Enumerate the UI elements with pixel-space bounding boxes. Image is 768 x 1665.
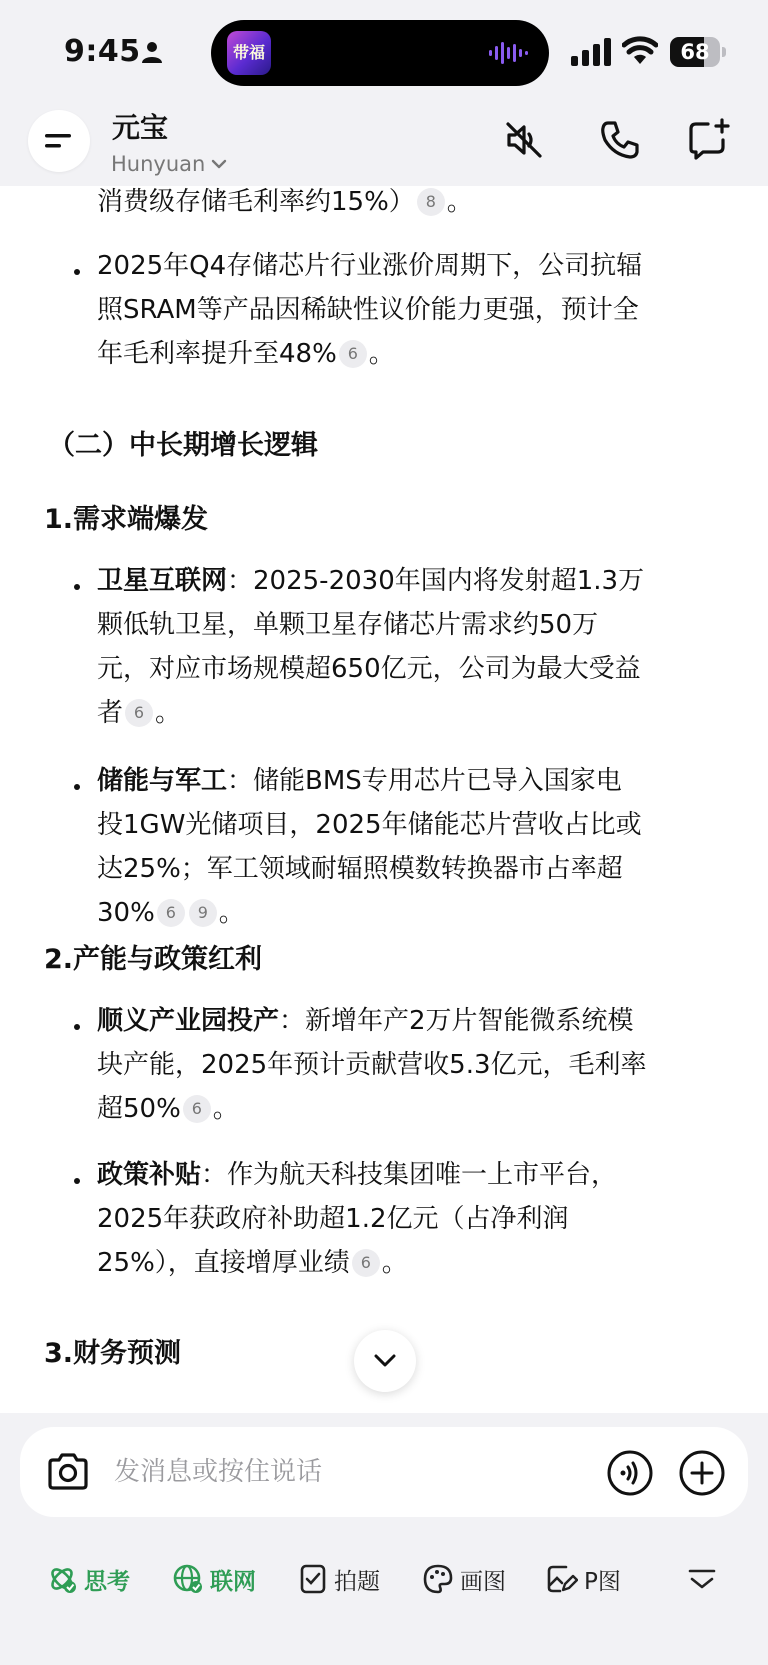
battery-level: 68: [680, 40, 710, 64]
list-item: 储能与军工：储能BMS专用芯片已导入国家电 投1GW光储项目，2025年储能芯片营收占比或 达25%；军工领域耐辐照模数转换器市占率超 30% 6 9 。: [97, 766, 642, 928]
section-heading: （二）中长期增长逻辑: [48, 430, 318, 461]
photo-edit-button[interactable]: [546, 1549, 621, 1609]
app-header: [0, 106, 768, 186]
message-composer: [20, 1427, 748, 1517]
menu-button[interactable]: [28, 110, 90, 172]
subsection-heading: 1.需求端爆发: [44, 504, 209, 535]
photo-label: 拍题: [334, 1568, 380, 1595]
cellular-signal-icon: [571, 38, 611, 66]
menu-icon: [43, 128, 75, 154]
bullet-dot: [74, 269, 80, 275]
chevron-down-icon: [211, 158, 227, 170]
bullet-dot: [74, 1178, 80, 1184]
globe-icon: [172, 1563, 204, 1595]
list-item: 卫星互联网：2025-2030年国内将发射超1.3万 颗低轨卫星，单颗卫星存储芯片需求约50万 元，对应市场规模超650亿元，公司为最大受益 者 6 。: [97, 566, 645, 728]
camera-icon[interactable]: [44, 1449, 92, 1495]
subsection-heading: 2.产能与政策红利: [44, 944, 263, 975]
dynamic-island[interactable]: [211, 20, 549, 86]
phone-call-icon[interactable]: [596, 116, 644, 164]
list-item: 政策补贴：作为航天科技集团唯一上市平台， 2025年获政府补助超1.2亿元（占净利润 25%），直接增厚业绩 6 。: [97, 1160, 618, 1278]
scroll-to-bottom-button[interactable]: [354, 1330, 416, 1392]
island-app-label: 带福: [233, 43, 266, 62]
citation-badge[interactable]: 9: [189, 899, 217, 927]
citation-badge[interactable]: 6: [183, 1095, 211, 1123]
audio-wave-icon: [489, 42, 531, 64]
bullet-dot: [74, 784, 80, 790]
think-label: 思考: [84, 1568, 130, 1595]
speaker-muted-icon[interactable]: [500, 116, 548, 164]
voice-input-icon[interactable]: [606, 1449, 654, 1497]
new-chat-icon[interactable]: [684, 116, 732, 164]
draw-label: 画图: [460, 1568, 506, 1595]
page-title: 元宝: [112, 111, 169, 144]
plus-icon[interactable]: [678, 1449, 726, 1497]
feature-toolbar: [0, 1549, 768, 1609]
citation-badge[interactable]: 6: [352, 1249, 380, 1277]
person-icon: [140, 40, 164, 64]
citation-badge[interactable]: 6: [339, 340, 367, 368]
answer-fragment: 消费级存储毛利率约15%） 8 。: [97, 187, 473, 217]
pimg-label: P图: [584, 1568, 621, 1595]
image-edit-icon: [546, 1563, 578, 1595]
composer-area: [0, 1413, 768, 1665]
document-check-icon: [298, 1563, 328, 1595]
model-selector[interactable]: [111, 152, 227, 176]
bullet-dot: [74, 1024, 80, 1030]
think-toggle[interactable]: [46, 1549, 130, 1609]
message-input[interactable]: [114, 1449, 594, 1495]
citation-badge[interactable]: 8: [417, 188, 445, 216]
collapse-toolbar-icon[interactable]: [686, 1563, 718, 1595]
citation-badge[interactable]: 6: [157, 899, 185, 927]
think-icon: [46, 1563, 78, 1595]
battery-indicator: [670, 37, 726, 67]
draw-button[interactable]: [422, 1549, 506, 1609]
list-item: 2025年Q4存储芯片行业涨价周期下，公司抗辐 照SRAM等产品因稀缺性议价能力更强，预计全 年毛利率提升至48% 6 。: [97, 251, 643, 369]
subsection-heading: 3.财务预测: [44, 1338, 182, 1369]
photo-question-button[interactable]: [298, 1549, 380, 1609]
island-app-icon: [227, 31, 271, 75]
list-item: 顺义产业园投产：新增年产2万片智能微系统模 块产能，2025年预计贡献营收5.3亿元，毛利率 超50% 6 。: [97, 1006, 647, 1124]
web-label: 联网: [210, 1568, 256, 1595]
web-search-toggle[interactable]: [172, 1549, 256, 1609]
palette-icon: [422, 1563, 454, 1595]
wifi-icon: [622, 36, 658, 66]
bullet-dot: [74, 584, 80, 590]
citation-badge[interactable]: 6: [125, 699, 153, 727]
chevron-down-icon: [372, 1352, 398, 1370]
model-name: Hunyuan: [111, 152, 206, 176]
status-time: 9:45: [64, 34, 141, 69]
status-bar: [0, 0, 768, 106]
chat-content[interactable]: [0, 186, 768, 1413]
